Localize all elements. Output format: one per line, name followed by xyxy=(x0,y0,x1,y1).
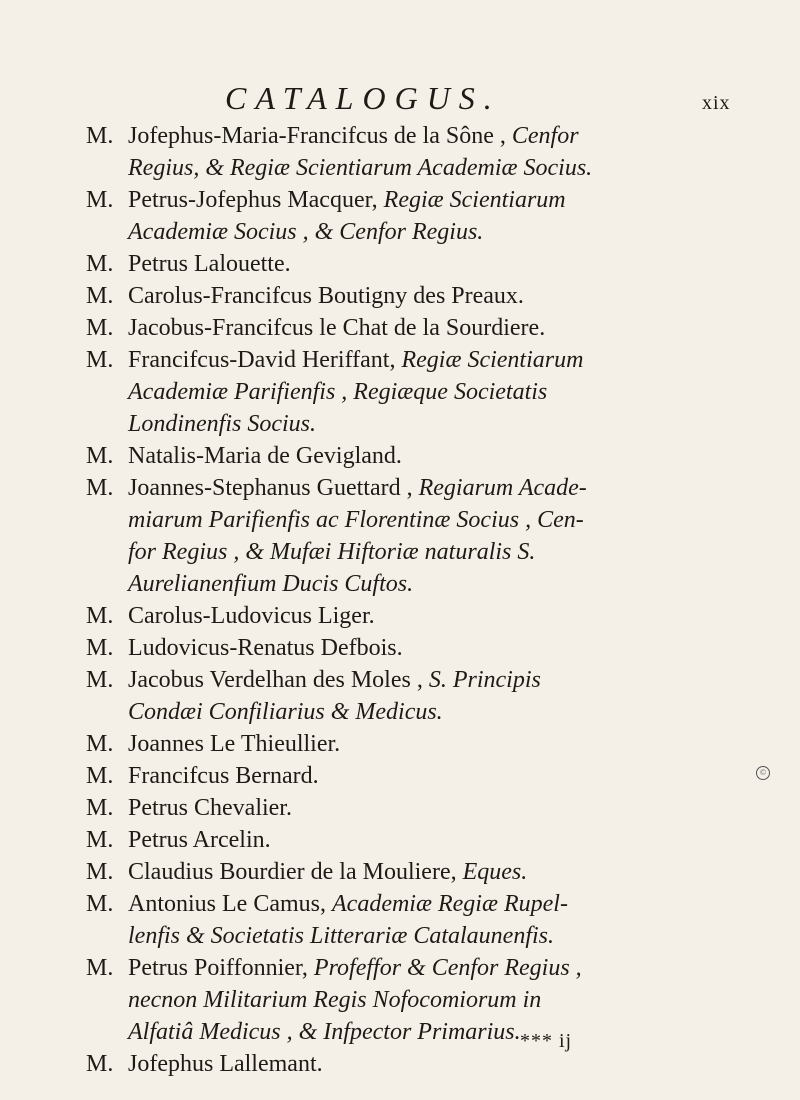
catalogue-entry xyxy=(86,952,766,1048)
signature-mark: *** ij xyxy=(520,1030,573,1052)
name-text: Petrus Arcelin. xyxy=(128,827,271,853)
entry-title: M. xyxy=(86,315,114,341)
entry-line xyxy=(128,504,766,536)
entry-line xyxy=(128,728,766,760)
italic-text: for Regius , & Mufæi Hiftoriæ naturalis S. xyxy=(128,539,536,565)
entry-line xyxy=(128,920,766,952)
entry-line xyxy=(128,536,766,568)
catalogue-entry xyxy=(86,664,766,728)
entry-title: M. xyxy=(86,763,114,789)
entry-title: M. xyxy=(86,251,114,277)
name-text: Joannes-Stephanus Guettard , xyxy=(128,475,419,501)
italic-text: Condæi Confiliarius & Medicus. xyxy=(128,699,443,725)
entry-title: M. xyxy=(86,123,114,149)
entry-title: M. xyxy=(86,283,114,309)
entry-line xyxy=(128,152,766,184)
entry-title: M. xyxy=(86,347,114,373)
entry-line xyxy=(128,760,766,792)
catalogue-entry xyxy=(86,440,766,472)
italic-text: necnon Militarium Regis Nofocomiorum in xyxy=(128,987,542,1013)
name-text: Antonius Le Camus, xyxy=(128,891,332,917)
italic-text: Profeffor & Cenfor Regius , xyxy=(313,955,582,981)
italic-text: S. Principis xyxy=(428,667,541,693)
entry-title: M. xyxy=(86,187,114,213)
entry-line xyxy=(128,824,766,856)
name-text: Jacobus-Francifcus le Chat de la Sourdiere. xyxy=(128,315,546,341)
name-text: Carolus-Ludovicus Liger. xyxy=(128,603,375,629)
name-text: Joannes Le Thieullier. xyxy=(128,731,341,757)
catalogue-entry xyxy=(86,888,766,952)
name-text: Jofephus Lallemant. xyxy=(128,1051,323,1077)
italic-text: Cenfor xyxy=(511,123,579,149)
catalogue-entry xyxy=(86,312,766,344)
catalogue-entry xyxy=(86,600,766,632)
italic-text: Londinenfis Socius. xyxy=(128,411,317,437)
italic-text: Regiæ Scientiarum xyxy=(383,187,566,213)
name-text: Natalis-Maria de Gevigland. xyxy=(128,443,402,469)
entry-line xyxy=(128,344,766,376)
entry-line xyxy=(128,440,766,472)
italic-text: Eques. xyxy=(462,859,528,885)
entry-line xyxy=(128,664,766,696)
entry-title: M. xyxy=(86,731,114,757)
catalogue-entry xyxy=(86,632,766,664)
entry-line xyxy=(128,184,766,216)
entry-line xyxy=(128,568,766,600)
page-number: xix xyxy=(702,92,731,114)
entry-line xyxy=(128,888,766,920)
entry-title: M. xyxy=(86,891,114,917)
entry-title: M. xyxy=(86,859,114,885)
entry-line xyxy=(128,216,766,248)
italic-text: miarum Parifienfis ac Florentinæ Socius , Cen- xyxy=(128,507,584,533)
entry-line xyxy=(128,120,766,152)
entry-line xyxy=(128,696,766,728)
entry-title: M. xyxy=(86,443,114,469)
entry-line xyxy=(128,632,766,664)
entry-title: M. xyxy=(86,955,114,981)
entry-line xyxy=(128,472,766,504)
catalogue-entry xyxy=(86,472,766,600)
catalogue-entry xyxy=(86,344,766,440)
entry-line xyxy=(128,984,766,1016)
italic-text: Regiæ Scientiarum xyxy=(401,347,584,373)
entry-line xyxy=(128,312,766,344)
italic-text: lenfis & Societatis Litterariæ Catalaunenfis. xyxy=(128,923,555,949)
catalogue-entry xyxy=(86,824,766,856)
italic-text: Aurelianenfium Ducis Cuftos. xyxy=(128,571,414,597)
name-text: Petrus Poiffonnier, xyxy=(128,955,314,981)
catalogue-entry xyxy=(86,856,766,888)
catalogue-list xyxy=(86,120,766,1080)
name-text: Ludovicus-Renatus Defbois. xyxy=(128,635,403,661)
name-text: Petrus Lalouette. xyxy=(128,251,291,277)
entry-line xyxy=(128,408,766,440)
entry-line xyxy=(128,376,766,408)
entry-title: M. xyxy=(86,635,114,661)
name-text: Jofephus-Maria-Francifcus de la Sône , xyxy=(128,123,512,149)
entry-line xyxy=(128,952,766,984)
catalogue-entry xyxy=(86,792,766,824)
entry-title: M. xyxy=(86,603,114,629)
name-text: Francifcus Bernard. xyxy=(128,763,319,789)
entry-line xyxy=(128,600,766,632)
catalogue-entry xyxy=(86,760,766,792)
name-text: Petrus-Jofephus Macquer, xyxy=(128,187,384,213)
entry-line xyxy=(128,280,766,312)
entry-title: M. xyxy=(86,667,114,693)
entry-title: M. xyxy=(86,1051,114,1077)
italic-text: Regiarum Acade- xyxy=(418,475,587,501)
name-text: Claudius Bourdier de la Mouliere, xyxy=(128,859,463,885)
running-title: CATALOGUS. xyxy=(225,80,501,116)
catalogue-entry xyxy=(86,1048,766,1080)
catalogue-entry xyxy=(86,728,766,760)
catalogue-entry xyxy=(86,184,766,248)
entry-title: M. xyxy=(86,795,114,821)
entry-line xyxy=(128,856,766,888)
entry-title: M. xyxy=(86,827,114,853)
catalogue-entry xyxy=(86,120,766,184)
entry-line xyxy=(128,792,766,824)
catalogue-entry xyxy=(86,280,766,312)
entry-title: M. xyxy=(86,475,114,501)
italic-text: Academiæ Parifienfis , Regiæque Societatis xyxy=(128,379,548,405)
italic-text: Alfatiâ Medicus , & Infpector Primarius. xyxy=(128,1019,521,1045)
entry-line xyxy=(128,1048,766,1080)
italic-text: Academiæ Socius , & Cenfor Regius. xyxy=(128,219,484,245)
name-text: Francifcus-David Heriffant, xyxy=(128,347,402,373)
italic-text: Regius, & Regiæ Scientiarum Academiæ Socius. xyxy=(128,155,593,181)
page-header xyxy=(0,72,800,122)
entry-line xyxy=(128,248,766,280)
name-text: Jacobus Verdelhan des Moles , xyxy=(128,667,429,693)
name-text: Carolus-Francifcus Boutigny des Preaux. xyxy=(128,283,524,309)
name-text: Petrus Chevalier. xyxy=(128,795,292,821)
entry-line xyxy=(128,1016,766,1048)
italic-text: Academiæ Regiæ Rupel- xyxy=(332,891,568,917)
copyright-mark: © xyxy=(756,766,770,780)
catalogue-entry xyxy=(86,248,766,280)
